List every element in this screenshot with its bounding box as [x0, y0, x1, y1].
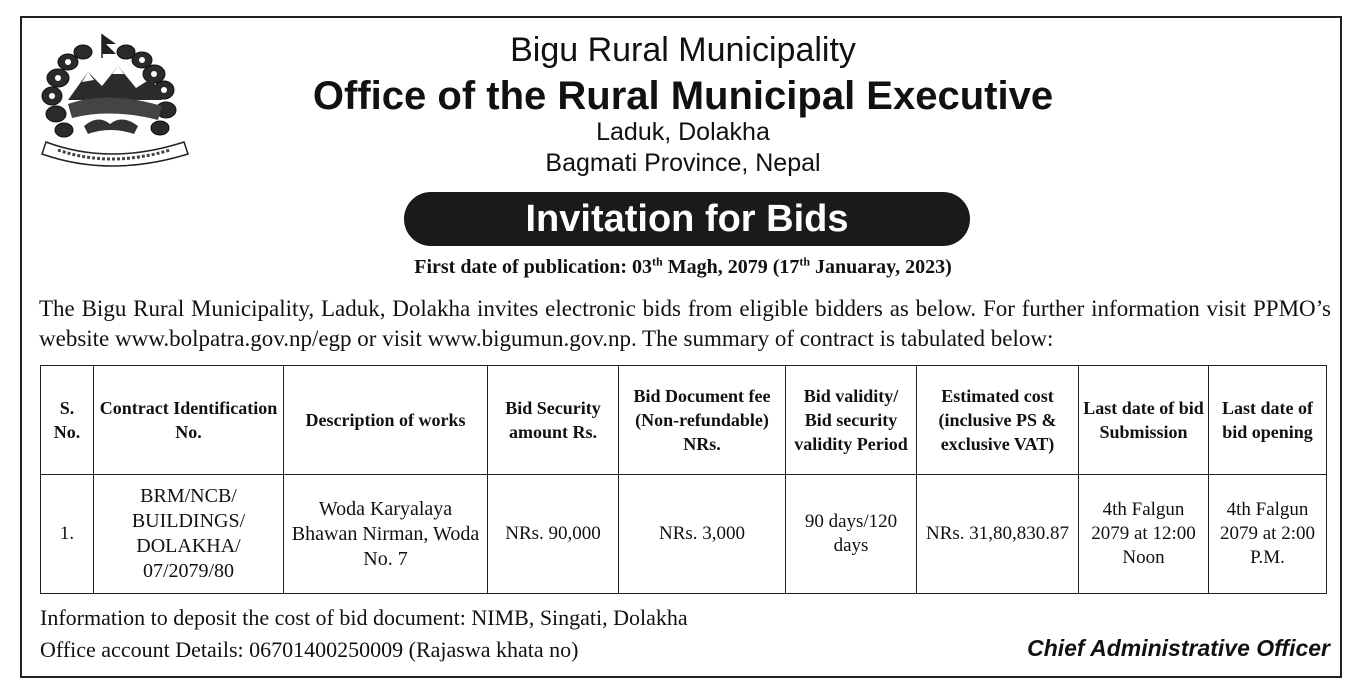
cell-document-fee: NRs. 3,000 — [619, 475, 786, 594]
header-bid-security: Bid Security amount Rs. — [488, 366, 619, 475]
intro-paragraph: The Bigu Rural Municipality, Laduk, Dolakha invites electronic bids from eligible bidders as below. For further information visit PPMO’s website www.bolpatra.gov.np/egp or visit www.bigumun.gov.np. The summary of contract is tabulated below: — [39, 296, 1331, 351]
office-province: Bagmati Province, Nepal — [545, 149, 821, 177]
cell-s-no: 1. — [41, 475, 94, 594]
table-header-row — [41, 366, 1327, 475]
cell-submission-date: 4th Falgun 2079 at 12:00 Noon — [1079, 475, 1209, 594]
office-location: Laduk, Dolakha — [596, 118, 770, 146]
municipality-name: Bigu Rural Municipality — [510, 31, 856, 69]
header-opening-date: Last date of bid opening — [1209, 366, 1327, 475]
account-details: Office account Details: 06701400250009 (Rajaswa khata no) — [40, 637, 579, 662]
cell-opening-date: 4th Falgun 2079 at 2:00 P.M. — [1209, 475, 1327, 594]
notice-title: Invitation for Bids — [404, 192, 970, 246]
header-estimated-cost: Estimated cost (inclusive PS & exclusive VAT) — [917, 366, 1079, 475]
header-s-no: S. No. — [41, 366, 94, 475]
header-document-fee: Bid Document fee (Non-refundable) NRs. — [619, 366, 786, 475]
deposit-info: Information to deposit the cost of bid document: NIMB, Singati, Dolakha — [40, 605, 688, 630]
cell-estimated-cost: NRs. 31,80,830.87 — [917, 475, 1079, 594]
bid-summary-table — [40, 365, 1327, 594]
header-contract-id: Contract Identification No. — [94, 366, 284, 475]
publication-date: First date of publication: 03th Magh, 2079 (17th Januaray, 2023) — [414, 254, 952, 278]
cell-description: Woda Karyalaya Bhawan Nirman, Woda No. 7 — [284, 475, 488, 594]
cell-validity: 90 days/120 days — [786, 475, 917, 594]
signatory-title: Chief Administrative Officer — [1027, 635, 1330, 661]
header-description: Description of works — [284, 366, 488, 475]
header-validity: Bid validity/ Bid security validity Period — [786, 366, 917, 475]
cell-contract-id: BRM/NCB/ BUILDINGS/ DOLAKHA/ 07/2079/80 — [94, 475, 284, 594]
table-row — [41, 475, 1327, 594]
header-submission-date: Last date of bid Submission — [1079, 366, 1209, 475]
office-name: Office of the Rural Municipal Executive — [312, 74, 1054, 118]
cell-bid-security: NRs. 90,000 — [488, 475, 619, 594]
